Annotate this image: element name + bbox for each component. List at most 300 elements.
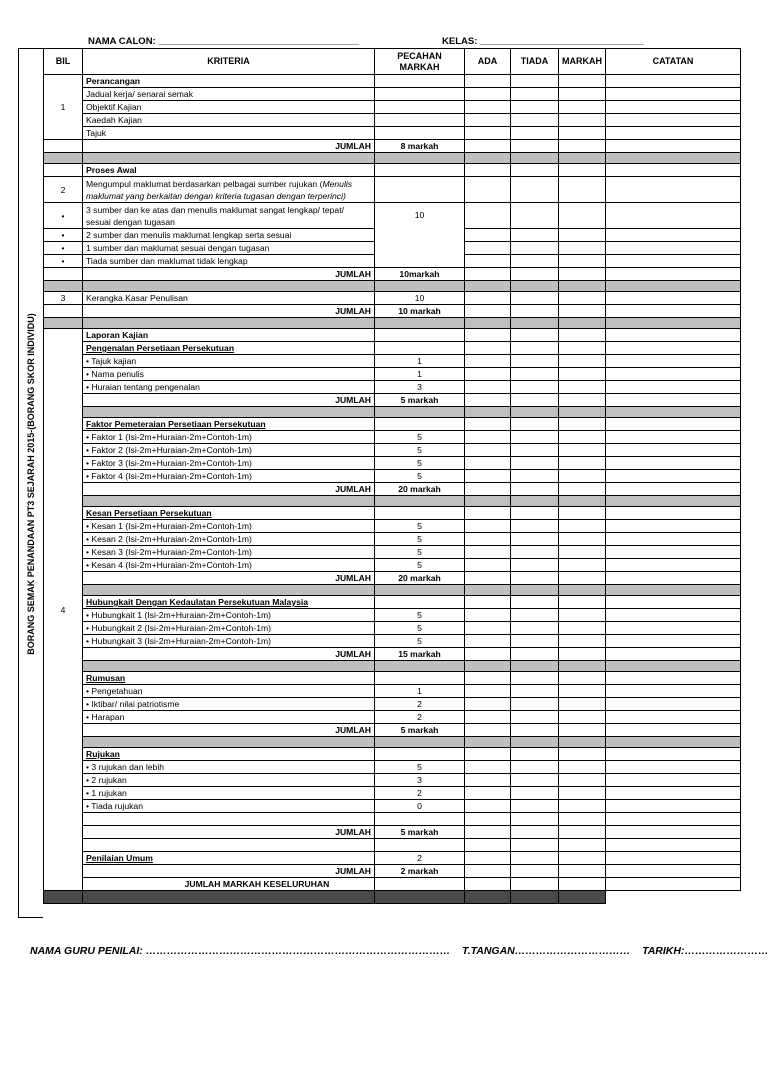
table-cell	[375, 891, 465, 904]
total-value: 10markah	[375, 268, 465, 281]
table-cell	[606, 572, 741, 585]
table-cell	[559, 431, 606, 444]
table-row	[44, 609, 741, 622]
table-cell	[559, 852, 606, 865]
criteria-item: 1 sumber dan maklumat sesuai dengan tugasan	[83, 242, 375, 255]
table-row	[44, 355, 741, 368]
table-cell	[375, 585, 465, 596]
table-cell	[465, 292, 511, 305]
table-cell	[511, 865, 559, 878]
kelas-field[interactable]: KELAS: _______________________________	[442, 36, 644, 47]
table-cell	[606, 281, 741, 292]
table-cell	[465, 329, 511, 342]
total-row	[44, 572, 741, 585]
table-cell	[511, 164, 559, 177]
footer-signoff	[30, 945, 768, 957]
table-cell	[559, 737, 606, 748]
table-cell	[465, 648, 511, 661]
table-cell	[465, 88, 511, 101]
table-row	[44, 507, 741, 520]
table-row	[44, 839, 741, 852]
criteria-item: 2 sumber dan menulis maklumat lengkap serta sesuai	[83, 229, 375, 242]
table-cell	[511, 800, 559, 813]
table-row	[44, 457, 741, 470]
table-cell	[559, 878, 606, 891]
table-cell	[465, 368, 511, 381]
table-cell: • Pengetahuan	[83, 685, 375, 698]
table-cell	[606, 101, 741, 114]
table-cell: JUMLAH	[83, 648, 375, 661]
criteria-intro: Mengumpul maklumat berdasarkan pelbagai sumber rujukan (Menulis maklumat yang berkaitan dengan kriteria tugasan dengan terperinci)	[83, 177, 375, 203]
table-cell: • Kesan 1 (Isi-2m+Huraian-2m+Contoh-1m)	[83, 520, 375, 533]
table-cell	[511, 355, 559, 368]
table-cell	[559, 865, 606, 878]
col-catatan: CATATAN	[606, 49, 741, 75]
table-cell	[511, 342, 559, 355]
bil-3: 3	[44, 292, 83, 305]
table-row	[44, 431, 741, 444]
table-row	[44, 88, 741, 101]
table-cell	[511, 153, 559, 164]
table-cell	[375, 661, 465, 672]
table-cell	[606, 483, 741, 496]
table-cell: • Kesan 3 (Isi-2m+Huraian-2m+Contoh-1m)	[83, 546, 375, 559]
table-cell	[606, 761, 741, 774]
table-cell: 5	[375, 533, 465, 546]
table-cell	[559, 127, 606, 140]
table-cell: 5	[375, 546, 465, 559]
table-cell	[465, 418, 511, 431]
table-cell	[606, 533, 741, 546]
total-row	[44, 140, 741, 153]
table-cell: JUMLAH	[83, 724, 375, 737]
table-row	[44, 203, 741, 229]
table-cell	[559, 711, 606, 724]
table-cell	[465, 826, 511, 839]
criteria-item: 3 sumber dan ke atas dan menulis maklumat sangat lengkap/ tepat/ sesuai dengan tugasan	[83, 203, 375, 229]
table-cell	[606, 457, 741, 470]
table-cell	[375, 813, 465, 826]
table-cell	[511, 533, 559, 546]
table-cell	[511, 329, 559, 342]
table-cell	[606, 661, 741, 672]
table-cell	[606, 470, 741, 483]
table-cell: 1	[375, 355, 465, 368]
table-cell	[606, 559, 741, 572]
table-row	[44, 177, 741, 203]
col-pecahan-markah: PECAHAN MARKAH	[375, 49, 465, 75]
table-cell	[44, 305, 83, 318]
table-cell	[465, 75, 511, 88]
table-cell	[511, 774, 559, 787]
table-cell	[606, 774, 741, 787]
table-cell	[559, 229, 606, 242]
table-cell	[465, 101, 511, 114]
table-cell	[83, 891, 375, 904]
grand-total-row	[44, 878, 741, 891]
table-cell	[465, 546, 511, 559]
table-cell	[606, 496, 741, 507]
table-cell	[83, 585, 375, 596]
table-cell	[606, 177, 741, 203]
table-row	[44, 852, 741, 865]
table-cell	[559, 800, 606, 813]
table-cell	[511, 748, 559, 761]
table-cell: • Tiada rujukan	[83, 800, 375, 813]
table-cell	[606, 444, 741, 457]
table-cell	[511, 292, 559, 305]
nama-calon-field[interactable]: NAMA CALON: ______________________________________	[88, 36, 360, 47]
table-cell	[465, 127, 511, 140]
table-cell	[511, 672, 559, 685]
section-title: Laporan Kajian	[83, 329, 375, 342]
table-cell	[606, 839, 741, 852]
table-cell	[465, 839, 511, 852]
table-cell	[465, 483, 511, 496]
table-cell: 5 markah	[375, 826, 465, 839]
table-cell	[375, 153, 465, 164]
table-cell: 3	[375, 774, 465, 787]
table-cell	[83, 281, 375, 292]
table-cell	[44, 891, 83, 904]
table-cell	[606, 140, 741, 153]
separator-row	[44, 585, 741, 596]
table-cell: • Faktor 4 (Isi-2m+Huraian-2m+Contoh-1m)	[83, 470, 375, 483]
col-tiada: TIADA	[511, 49, 559, 75]
table-cell	[606, 88, 741, 101]
separator-row	[44, 737, 741, 748]
table-cell: JUMLAH	[83, 483, 375, 496]
table-cell	[606, 342, 741, 355]
table-cell	[559, 496, 606, 507]
table-cell	[511, 852, 559, 865]
table-cell	[559, 585, 606, 596]
table-cell: 5	[375, 457, 465, 470]
table-cell	[559, 813, 606, 826]
tandatangan-field[interactable]: T.TANGAN……………………………	[462, 945, 631, 957]
table-cell	[511, 127, 559, 140]
table-cell	[511, 268, 559, 281]
table-cell	[465, 609, 511, 622]
table-cell	[511, 407, 559, 418]
table-cell	[606, 255, 741, 268]
table-cell	[465, 737, 511, 748]
table-cell	[375, 418, 465, 431]
table-cell: 5	[375, 444, 465, 457]
side-title-box	[18, 48, 43, 918]
table-cell	[375, 507, 465, 520]
table-cell	[559, 774, 606, 787]
table-row	[44, 520, 741, 533]
table-cell: JUMLAH	[83, 572, 375, 585]
table-cell	[465, 114, 511, 127]
table-cell: JUMLAH	[83, 865, 375, 878]
table-cell	[511, 496, 559, 507]
table-cell: • Kesan 2 (Isi-2m+Huraian-2m+Contoh-1m)	[83, 533, 375, 546]
table-cell	[511, 457, 559, 470]
table-cell	[511, 318, 559, 329]
table-cell	[375, 281, 465, 292]
table-cell	[465, 672, 511, 685]
table-cell	[559, 407, 606, 418]
table-cell: 1	[375, 368, 465, 381]
separator-row	[44, 281, 741, 292]
table-cell	[559, 394, 606, 407]
table-cell: • Iktibar/ nilai patriotisme	[83, 698, 375, 711]
table-cell	[559, 177, 606, 203]
table-cell	[559, 242, 606, 255]
table-cell	[465, 318, 511, 329]
section-title: Proses Awal	[83, 164, 375, 177]
subsection-title: Penilaian Umum	[83, 852, 375, 865]
bullet: •	[44, 203, 83, 229]
table-cell	[465, 444, 511, 457]
table-cell	[465, 800, 511, 813]
table-cell	[559, 381, 606, 394]
table-cell	[559, 153, 606, 164]
table-cell	[83, 153, 375, 164]
bil-4: 4	[44, 329, 83, 891]
table-row	[44, 381, 741, 394]
table-cell	[465, 381, 511, 394]
table-cell	[606, 546, 741, 559]
table-cell	[465, 774, 511, 787]
table-row	[44, 444, 741, 457]
table-row	[44, 470, 741, 483]
table-cell	[559, 698, 606, 711]
table-cell	[606, 748, 741, 761]
table-cell	[375, 114, 465, 127]
table-row	[44, 787, 741, 800]
table-cell	[511, 381, 559, 394]
table-cell	[465, 470, 511, 483]
table-cell	[511, 507, 559, 520]
table-cell	[606, 622, 741, 635]
table-cell	[83, 318, 375, 329]
table-cell	[559, 292, 606, 305]
table-cell	[559, 748, 606, 761]
table-cell: •	[44, 229, 83, 242]
table-cell	[559, 318, 606, 329]
subsection-title: Rumusan	[83, 672, 375, 685]
table-cell	[511, 114, 559, 127]
marking-table	[43, 48, 741, 904]
table-cell	[511, 609, 559, 622]
table-cell	[606, 507, 741, 520]
table-cell	[511, 483, 559, 496]
table-cell	[606, 648, 741, 661]
table-cell	[465, 507, 511, 520]
table-cell	[465, 685, 511, 698]
table-cell	[606, 431, 741, 444]
table-cell	[511, 698, 559, 711]
separator-row	[44, 661, 741, 672]
total-row	[44, 865, 741, 878]
table-cell	[559, 457, 606, 470]
table-cell	[465, 813, 511, 826]
table-cell	[511, 813, 559, 826]
table-cell	[465, 661, 511, 672]
table-cell	[559, 444, 606, 457]
section-title: Kerangka Kasar Penulisan	[83, 292, 375, 305]
total-row	[44, 483, 741, 496]
table-cell	[606, 153, 741, 164]
table-cell	[559, 533, 606, 546]
table-cell	[559, 609, 606, 622]
table-header	[44, 49, 741, 75]
table-cell	[559, 891, 606, 904]
table-cell	[606, 164, 741, 177]
table-cell: • Kesan 4 (Isi-2m+Huraian-2m+Contoh-1m)	[83, 559, 375, 572]
table-cell	[465, 407, 511, 418]
table-cell: • Hubungkait 1 (Isi-2m+Huraian-2m+Contoh-1m)	[83, 609, 375, 622]
tarikh-field[interactable]: TARIKH:……………………	[642, 945, 768, 957]
table-cell	[511, 368, 559, 381]
table-cell: 5	[375, 520, 465, 533]
table-row	[44, 546, 741, 559]
table-cell	[606, 407, 741, 418]
table-cell	[606, 698, 741, 711]
table-cell: 5	[375, 431, 465, 444]
table-cell	[465, 596, 511, 609]
mark-value: 10	[375, 292, 465, 305]
table-cell	[606, 813, 741, 826]
table-cell	[606, 685, 741, 698]
table-cell	[559, 596, 606, 609]
table-cell	[559, 203, 606, 229]
table-cell	[559, 88, 606, 101]
col-markah: MARKAH	[559, 49, 606, 75]
table-cell: 2	[375, 711, 465, 724]
table-cell	[606, 329, 741, 342]
table-cell	[606, 737, 741, 748]
table-cell	[511, 685, 559, 698]
table-cell: 5 markah	[375, 724, 465, 737]
bil-1: 1	[44, 75, 83, 140]
table-cell	[559, 559, 606, 572]
table-cell: • Faktor 3 (Isi-2m+Huraian-2m+Contoh-1m)	[83, 457, 375, 470]
table-row	[44, 292, 741, 305]
table-cell	[465, 305, 511, 318]
table-cell: •	[44, 255, 83, 268]
table-row	[44, 559, 741, 572]
table-row	[44, 533, 741, 546]
table-cell	[375, 737, 465, 748]
table-cell	[511, 444, 559, 457]
total-row	[44, 268, 741, 281]
table-cell	[559, 418, 606, 431]
table-cell	[465, 255, 511, 268]
table-cell	[606, 305, 741, 318]
table-cell: 5	[375, 559, 465, 572]
table-cell	[375, 329, 465, 342]
table-cell	[511, 101, 559, 114]
table-cell	[511, 255, 559, 268]
table-row	[44, 774, 741, 787]
table-cell: 5	[375, 622, 465, 635]
table-cell	[465, 242, 511, 255]
table-cell	[559, 724, 606, 737]
table-cell	[511, 242, 559, 255]
table-cell	[511, 826, 559, 839]
table-row	[44, 164, 741, 177]
subsection-title: Faktor Pemeteraian Persetiaan Persekutuan	[83, 418, 375, 431]
table-cell	[606, 826, 741, 839]
nama-guru-penilai-field[interactable]: NAMA GURU PENILAI: ……………………………………………………………………………	[30, 945, 451, 957]
table-cell: • Hubungkait 2 (Isi-2m+Huraian-2m+Contoh-1m)	[83, 622, 375, 635]
table-cell	[606, 114, 741, 127]
table-cell	[465, 761, 511, 774]
table-cell: • 2 rujukan	[83, 774, 375, 787]
table-cell	[375, 672, 465, 685]
table-cell	[511, 572, 559, 585]
table-cell	[465, 711, 511, 724]
criteria-item: Tajuk	[83, 127, 375, 140]
table-cell: JUMLAH	[83, 826, 375, 839]
table-cell	[606, 520, 741, 533]
table-cell	[606, 609, 741, 622]
table-row	[44, 368, 741, 381]
table-cell	[606, 800, 741, 813]
table-row	[44, 813, 741, 826]
table-cell	[375, 75, 465, 88]
table-cell	[511, 878, 559, 891]
subsection-title: Rujukan	[83, 748, 375, 761]
table-cell: 2 markah	[375, 865, 465, 878]
table-cell: 5 markah	[375, 394, 465, 407]
table-cell	[465, 635, 511, 648]
table-cell: 2	[375, 852, 465, 865]
table-cell	[511, 622, 559, 635]
table-row	[44, 596, 741, 609]
table-cell	[375, 318, 465, 329]
table-row	[44, 329, 741, 342]
table-cell	[465, 140, 511, 153]
table-cell	[375, 596, 465, 609]
table-cell	[511, 585, 559, 596]
table-row	[44, 114, 741, 127]
mark-value: 10	[375, 203, 465, 268]
table-cell: • Hubungkait 3 (Isi-2m+Huraian-2m+Contoh-1m)	[83, 635, 375, 648]
table-cell	[559, 635, 606, 648]
table-cell	[606, 355, 741, 368]
table-cell	[44, 281, 83, 292]
total-row	[44, 826, 741, 839]
table-cell	[44, 268, 83, 281]
table-cell	[83, 407, 375, 418]
table-cell	[465, 865, 511, 878]
table-cell	[465, 229, 511, 242]
criteria-item: Objektif Kajian	[83, 101, 375, 114]
separator-row	[44, 496, 741, 507]
table-cell	[511, 761, 559, 774]
table-cell	[606, 418, 741, 431]
table-row	[44, 342, 741, 355]
table-cell: 5	[375, 609, 465, 622]
table-cell	[559, 520, 606, 533]
table-cell	[465, 878, 511, 891]
table-cell	[606, 865, 741, 878]
table-cell	[44, 318, 83, 329]
table-cell	[465, 496, 511, 507]
table-cell	[606, 711, 741, 724]
table-cell: • 1 rujukan	[83, 787, 375, 800]
table-cell	[511, 305, 559, 318]
table-cell: •	[44, 242, 83, 255]
table-row	[44, 127, 741, 140]
table-cell	[606, 878, 741, 891]
table-cell: • Faktor 2 (Isi-2m+Huraian-2m+Contoh-1m)	[83, 444, 375, 457]
